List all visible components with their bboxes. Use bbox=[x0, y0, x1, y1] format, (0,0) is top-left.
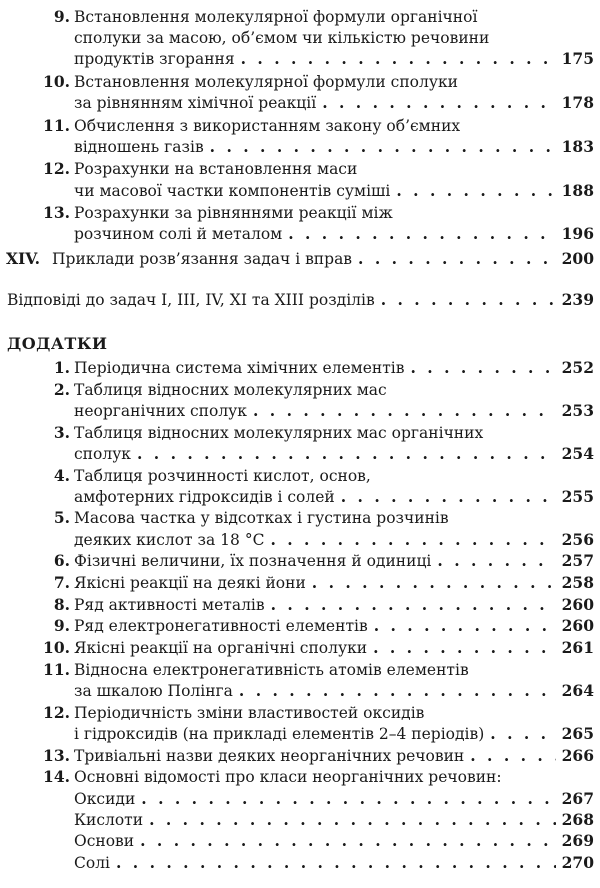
leader-dots bbox=[137, 443, 556, 465]
appendix-subitem bbox=[74, 788, 594, 810]
leader-dots bbox=[253, 400, 556, 422]
appendix-item-13-page-number: 266 bbox=[561, 745, 594, 765]
leader-dots bbox=[381, 289, 556, 311]
appendix-subitem bbox=[74, 852, 594, 874]
appendix-item-7-last-line bbox=[74, 572, 594, 594]
section-item-13-last-line bbox=[74, 223, 594, 245]
appendix-item-2-text: неорганічних сполук bbox=[74, 401, 247, 420]
appendix-item-4-page-number: 255 bbox=[561, 486, 594, 506]
section-xiv-number: XIV. bbox=[6, 248, 40, 268]
appendix-item-14-number: 14. bbox=[43, 767, 70, 787]
appendix-subitem-title: Солі bbox=[74, 853, 110, 872]
section-item-12-last-line bbox=[74, 180, 594, 202]
appendix-item-10-number: 10. bbox=[43, 638, 70, 658]
leader-dots bbox=[239, 680, 556, 702]
appendix-item-4-number: 4. bbox=[53, 465, 70, 485]
appendix-item-5-last-line bbox=[74, 529, 594, 551]
section-item-11-last-line bbox=[74, 136, 594, 158]
appendix-item-4-text: Таблиця розчинності кислот, основ, bbox=[74, 466, 371, 485]
section-item-13-text: розчином солі й металом bbox=[74, 225, 283, 244]
leader-dots bbox=[312, 572, 556, 594]
appendix-item-9-number: 9. bbox=[53, 616, 70, 636]
appendix-item-9-page-number: 260 bbox=[561, 616, 594, 636]
appendix-item-7-page-number: 258 bbox=[561, 573, 594, 592]
appendix-heading: ДОДАТКИ bbox=[7, 334, 108, 353]
appendix-item-4-last-line bbox=[74, 486, 594, 508]
appendix-item-11-text: за шкалою Полінга bbox=[74, 682, 233, 700]
appendix-item-12-last-line bbox=[74, 723, 594, 745]
appendix-subitem-page-number: 270 bbox=[561, 852, 594, 872]
appendix-item-10-last-line bbox=[74, 637, 594, 659]
leader-dots bbox=[270, 529, 555, 551]
appendix-subitem-title: Оксиди bbox=[74, 790, 136, 808]
leader-dots bbox=[271, 594, 556, 616]
appendix-item-11-number: 11. bbox=[43, 659, 70, 679]
appendix-item-12-number: 12. bbox=[43, 702, 70, 722]
section-item-9-last-line bbox=[74, 48, 594, 70]
leader-dots bbox=[490, 723, 555, 745]
section-xiv bbox=[52, 248, 594, 270]
leader-dots bbox=[141, 788, 555, 810]
section-item-10-number: 10. bbox=[43, 71, 70, 91]
appendix-item-7-text: Якісні реакції на деякі йони bbox=[74, 574, 306, 592]
appendix-subitem-page-number: 269 bbox=[561, 831, 594, 851]
section-item-10-text: Встановлення молекулярної формули сполуки bbox=[74, 72, 458, 91]
appendix-item-13-last-line bbox=[74, 745, 594, 767]
appendix-subitem-title: Кислоти bbox=[74, 811, 144, 830]
appendix-item-3-text: Таблиця відносних молекулярних мас органічних bbox=[74, 423, 484, 442]
section-item-9-text: сполуки за масою, об’ємом чи кількістю речовини bbox=[74, 29, 490, 48]
section-item-13-page-number: 196 bbox=[561, 224, 594, 244]
appendix-item-4-text: амфотерних гідроксидів і солей bbox=[74, 487, 335, 506]
appendix-item-2-last-line bbox=[74, 400, 594, 422]
leader-dots bbox=[288, 223, 555, 245]
appendix-item-7-number: 7. bbox=[53, 573, 70, 592]
appendix-item-3-last-line bbox=[74, 443, 594, 465]
leader-dots bbox=[437, 550, 555, 572]
leader-dots bbox=[149, 809, 556, 831]
section-item-9-number: 9. bbox=[53, 7, 70, 26]
section-item-13-number: 13. bbox=[43, 203, 70, 222]
section-item-9-page-number: 175 bbox=[561, 49, 594, 69]
appendix-item-6-last-line bbox=[74, 550, 594, 572]
appendix-item-1-page-number: 252 bbox=[561, 358, 594, 377]
appendix-item-8-page-number: 260 bbox=[561, 594, 594, 614]
section-item-10-text: за рівнянням хімічної реакції bbox=[74, 94, 317, 113]
section-item-10-last-line bbox=[74, 92, 594, 114]
appendix-item-6-text: Фізичні величини, їх позначення й одиниці bbox=[74, 552, 432, 571]
section-item-11-page-number: 183 bbox=[561, 136, 594, 156]
leader-dots bbox=[210, 136, 556, 158]
appendix-subitem-page-number: 268 bbox=[561, 810, 594, 830]
leader-dots bbox=[241, 48, 556, 70]
appendix-item-9-last-line bbox=[74, 615, 594, 637]
appendix-item-12-page-number: 265 bbox=[561, 723, 594, 743]
appendix-item-8-text: Ряд активності металів bbox=[74, 595, 265, 614]
section-item-10-page-number: 178 bbox=[561, 93, 594, 113]
answers-page-number: 239 bbox=[561, 290, 594, 309]
appendix-item-11-page-number: 264 bbox=[561, 681, 594, 700]
appendix-subitem-page-number: 267 bbox=[561, 789, 594, 808]
appendix-item-10-text: Якісні реакції на органічні сполуки bbox=[74, 639, 368, 658]
appendix-item-13-number: 13. bbox=[43, 745, 70, 765]
appendix-item-5-text: деяких кислот за 18 °С bbox=[74, 530, 265, 549]
section-item-12-text: Розрахунки на встановлення маси bbox=[74, 160, 358, 179]
appendix-item-3-page-number: 254 bbox=[561, 443, 594, 463]
leader-dots bbox=[322, 92, 555, 114]
appendix-item-2-text: Таблиця відносних молекулярних мас bbox=[74, 380, 387, 399]
appendix-item-5-number: 5. bbox=[53, 508, 70, 528]
appendix-item-2-page-number: 253 bbox=[561, 400, 594, 420]
section-item-12-page-number: 188 bbox=[561, 180, 594, 200]
leader-dots bbox=[411, 357, 556, 379]
appendix-item-8-last-line bbox=[74, 594, 594, 616]
section-item-11-text: відношень газів bbox=[74, 137, 204, 156]
section-item-11-number: 11. bbox=[43, 115, 70, 135]
appendix-item-12-text: Періодичність зміни властивостей оксидів bbox=[74, 703, 425, 722]
appendix-item-1-last-line bbox=[74, 357, 594, 379]
appendix-item-6-page-number: 257 bbox=[561, 551, 594, 571]
leader-dots bbox=[373, 637, 556, 659]
appendix-item-2-number: 2. bbox=[53, 379, 70, 399]
section-xiv-page-number: 200 bbox=[561, 248, 594, 268]
section-item-9-text: продуктів згорання bbox=[74, 50, 235, 69]
appendix-item-12-text: і гідроксидів (на прикладі елементів 2–4 періодів) bbox=[74, 724, 485, 743]
leader-dots bbox=[358, 248, 556, 270]
section-item-12-number: 12. bbox=[43, 159, 70, 179]
appendix-item-5-text: Масова частка у відсотках і густина розчинів bbox=[74, 509, 449, 528]
appendix-item-1-text: Періодична система хімічних елементів bbox=[74, 359, 405, 377]
appendix-item-11-text: Відносна електронегативність атомів елементів bbox=[74, 660, 469, 679]
leader-dots bbox=[140, 830, 556, 852]
leader-dots bbox=[116, 852, 556, 874]
appendix-item-13-text: Тривіальні назви деяких неорганічних речовин bbox=[74, 746, 465, 765]
appendix-item-9-text: Ряд електронегативності елементів bbox=[74, 617, 368, 636]
appendix-subitem bbox=[74, 830, 594, 852]
appendix-item-11-last-line bbox=[74, 680, 594, 702]
leader-dots bbox=[396, 180, 555, 202]
appendix-subitem-title: Основи bbox=[74, 832, 135, 851]
leader-dots bbox=[341, 486, 556, 508]
answers-title: Відповіді до задач I, III, IV, XI та XIII розділів bbox=[7, 291, 375, 309]
appendix-item-3-text: сполук bbox=[74, 444, 131, 463]
section-item-11-text: Обчислення з використанням закону об’ємних bbox=[74, 116, 461, 135]
section-item-9-text: Встановлення молекулярної формули органічної bbox=[74, 8, 478, 26]
appendix-item-5-page-number: 256 bbox=[561, 529, 594, 549]
section-item-12-text: чи масової частки компонентів суміші bbox=[74, 181, 391, 200]
appendix-item-14-text: Основні відомості про класи неорганічних речовин: bbox=[74, 768, 502, 787]
leader-dots bbox=[470, 745, 555, 767]
appendix-item-8-number: 8. bbox=[53, 594, 70, 614]
section-item-13-text: Розрахунки за рівняннями реакції між bbox=[74, 204, 393, 222]
appendix-item-6-number: 6. bbox=[53, 551, 70, 571]
answers-entry bbox=[7, 289, 594, 311]
appendix-item-10-page-number: 261 bbox=[561, 638, 594, 658]
leader-dots bbox=[374, 615, 556, 637]
appendix-item-3-number: 3. bbox=[53, 422, 70, 442]
appendix-item-1-number: 1. bbox=[53, 358, 70, 377]
section-xiv-title: Приклади розв’язання задач і вправ bbox=[52, 249, 353, 268]
appendix-subitem bbox=[74, 809, 594, 831]
